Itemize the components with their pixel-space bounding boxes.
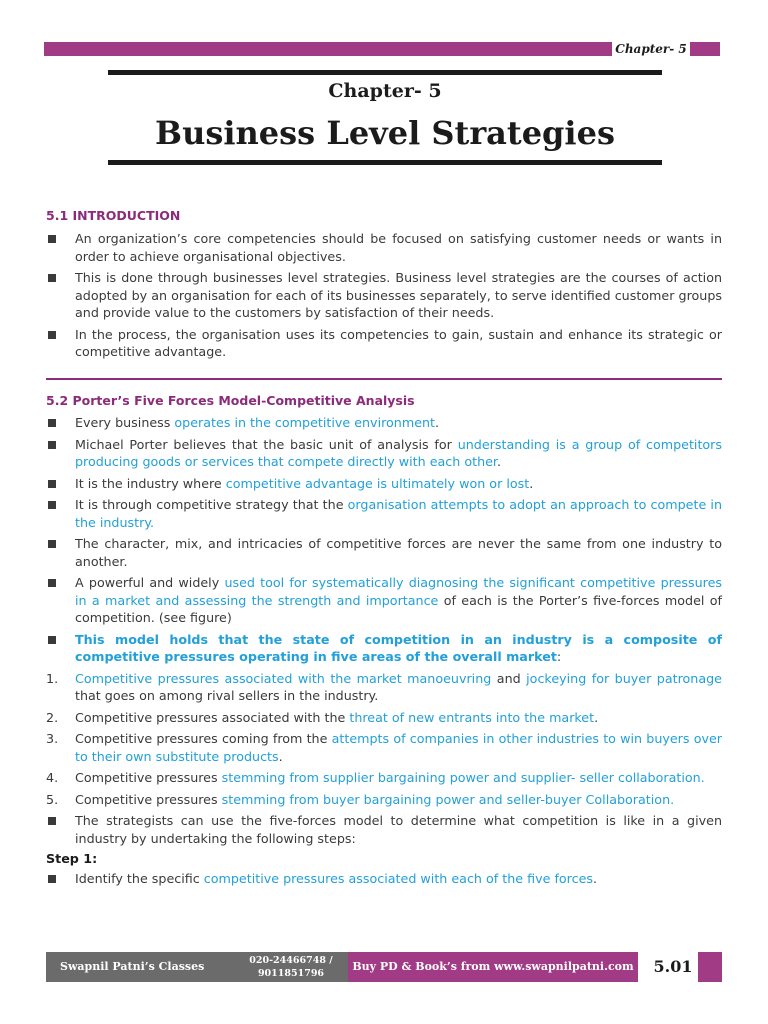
footer-brand: Swapnil Patni’s Classes [60,960,205,973]
square-bullet-icon [48,540,56,548]
section-heading-porters-five-forces: 5.2 Porter’s Five Forces Model-Competitive Analysis [46,393,415,408]
page-number: 5.01 [653,957,693,976]
header-bar-end [690,42,720,56]
numbered-item: 2. Competitive pressures associated with the threat of new entrants into the market. [46,709,599,725]
square-bullet-icon [48,235,56,243]
square-bullet-icon [48,636,56,644]
page-title: Business Level Strategies [155,114,615,152]
section-divider [46,378,722,380]
numbered-item: 4. Competitive pressures stemming from supplier bargaining power and supplier- seller collaboration. [46,770,705,785]
numbered-item: 1. Competitive pressures associated with the market manoeuvring and jockeying for buyer patronage that goes on among rival sellers in the industry. [46,670,722,703]
section-heading-introduction: 5.1 INTRODUCTION [46,208,181,223]
list-item: This model holds that the state of competition in an industry is a composite of competitive pressures operating in five areas of the overall market: [46,631,722,666]
list-item: Michael Porter believes that the basic unit of analysis for understanding is a group of competitors producing goods or services that compete directly with each other. [46,436,722,471]
title-rule-bottom [108,160,662,165]
list-item: A powerful and widely used tool for systematically diagnosing the significant competitive pressures in a market and assessing the strength and importance of each is the Porter’s five-forces model of competition. (see figure) [46,574,722,627]
porters-list [46,414,722,892]
footer-phone: 020-24466748 / 9011851796 9011854340 [249,955,333,992]
square-bullet-icon [48,501,56,509]
square-bullet-icon [48,441,56,449]
running-chapter-tag: Chapter- 5 [612,40,690,58]
numbered-item: 3. Competitive pressures coming from the attempts of companies in other industries to win buyers over to their own substitute products. [46,731,722,764]
square-bullet-icon [48,274,56,282]
list-item: An organization’s core competencies should be focused on satisfying customer needs or wants in order to achieve organisational objectives. [46,230,722,265]
square-bullet-icon [48,419,56,427]
square-bullet-icon [48,331,56,339]
list-item: The strategists can use the five-forces model to determine what competition is like in a given industry by undertaking the following steps: [46,812,722,847]
list-item: The character, mix, and intricacies of competitive forces are never the same from one industry to another. [46,535,722,570]
list-item: Every business operates in the competitive environment. [46,414,722,432]
footer-contact-bar [46,952,348,992]
square-bullet-icon [48,817,56,825]
page-number-tab [698,952,722,982]
footer-buy-banner: Buy PD & Book’s from www.swapnilpatni.com [348,952,638,982]
list-item: Identify the specific competitive pressures associated with each of the five forces. [46,870,722,888]
list-item: It is through competitive strategy that the organisation attempts to adopt an approach to compete in the industry. [46,496,722,531]
introduction-list [46,230,722,365]
chapter-label: Chapter- 5 [328,80,442,102]
numbered-item: 5. Competitive pressures stemming from buyer bargaining power and seller-buyer Collaboration. [46,791,675,807]
title-rule-top [108,70,662,75]
list-item: This is done through businesses level strategies. Business level strategies are the courses of action adopted by an organisation for each of its businesses separately, to serve identified customer groups and provide value to the customers by satisfaction of their needs. [46,269,722,322]
header-bar [44,42,690,56]
list-item: In the process, the organisation uses its competencies to gain, sustain and enhance its strategic or competitive advantage. [46,326,722,361]
square-bullet-icon [48,579,56,587]
square-bullet-icon [48,480,56,488]
square-bullet-icon [48,875,56,883]
step-label: Step 1: [46,851,98,866]
list-item: It is the industry where competitive advantage is ultimately won or lost. [46,475,722,493]
